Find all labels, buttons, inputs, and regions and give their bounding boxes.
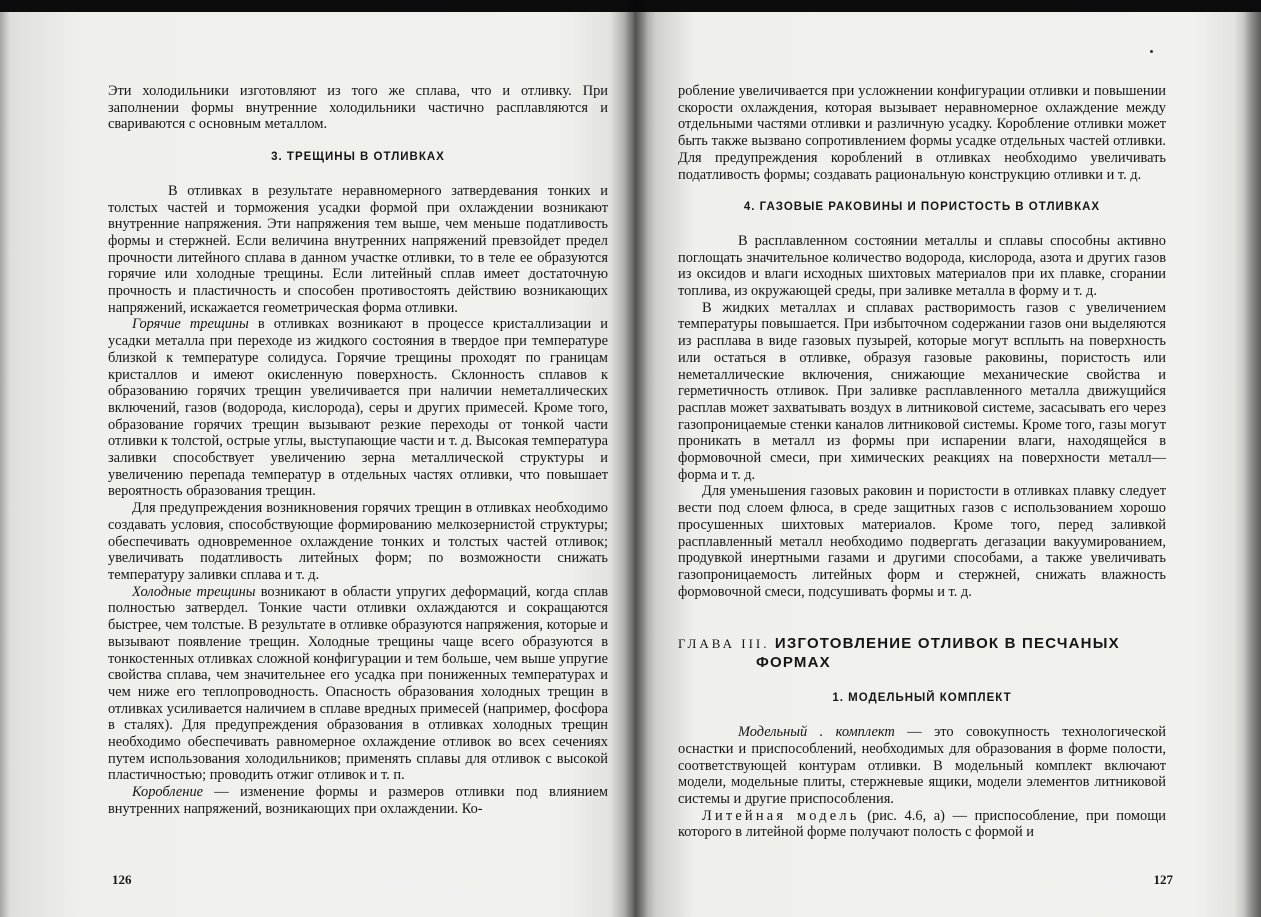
term-hot-cracks: Горячие трещины — [132, 316, 249, 333]
chapter-label: ГЛАВА III. — [678, 636, 770, 652]
paragraph-gas-prevention: Для уменьшения газовых раковин и пористости в отливках плавку следует вести под слоем флюса, в среде защитных газов с использованием хорошо просушенных шихтовых материалов. Кроме того, перед заливкой расплавленный металл необходимо подвергать дегазации вакуумированием, продувкой инертными газами и другими способами, а также увеличивать газопроницаемость литейных форм и стержней, снижать влажность формовочной смеси, подсушивать формы и т. д. — [678, 483, 1166, 600]
right-page-edge-shadow — [1243, 12, 1261, 917]
paragraph-hot-cracks-prevention: Для предупреждения возникновения горячих трещин в отливках необходимо создавать условия, способствующие формированию мелкозернистой структуры; обеспечивать одновременное охлаждение тонких и толстых частей отливок; увеличивать податливость литейных форм; по возможности снижать температуру заливки сплава и т. д. — [108, 500, 608, 583]
page-number-right: 127 — [1153, 872, 1173, 887]
paragraph-model-set-text: — это совокупность технологической оснастки и приспособлений, необходимых для образования в форме полости, соответствующей контурам отливки. В модельный комплект включают модели, модельные плиты, стержневые ящики, модели элементов литниковой системы и другие приспособления. — [678, 724, 1166, 807]
paragraph-casting-model-text: (рис. 4.6, а) — приспособление, при помощи которого в литейной форме получают полость с формой и — [678, 807, 1167, 841]
paragraph-warping-continued: робление увеличивается при усложнении конфигурации отливки и повышении скорости охлаждения, которая вызывает неравномерное охлаждение между отдельными частями отливки и различную усадку. Коробление отливки может быть также вызвано сопротивлением формы усадке отдельных частей отливки. Для предупреждения короблений в отливках необходимо увеличивать податливость формы; создавать рациональную конструкцию отливки и т. д. — [678, 83, 1166, 183]
paragraph-gas-absorption: В расплавленном состоянии металлы и сплавы способны активно поглощать значительное количество водорода, кислорода, азота и других газов из оксидов и влаги исходных шихтовых материалов при их плавке, сгорании топлива, из окружающей среды, при заливке металла в форму и т. д. — [678, 232, 1166, 300]
left-text-column — [108, 83, 608, 818]
term-casting-model: Литейная модель — [702, 807, 860, 824]
right-page — [634, 12, 1261, 917]
scan-speck — [1150, 50, 1153, 53]
paragraph-warping-text: — изменение формы и размеров отливки под влиянием внутренних напряжений, возникающих при охлаждении. Ко- — [108, 784, 608, 817]
paragraph-gas-solubility: В жидких металлах и сплавах растворимость газов с увеличением температуры повышается. При избыточном содержании газов они выделяются из расплава в виде газовых пузырей, которые могут всплыть на поверхность или остаться в отливке, образуя газовые раковины, пористость или неметаллические включения, снижающие механические свойства и герметичность отливок. При заливке расплавленного металла движущийся расплав может захватывать воздух в литниковой системе, засасывать его через газопроницаемые стенки каналов литниковой системы. Кроме того, газы могут проникать в металл из формы при испарении влаги, находящейся в формовочной смеси, при химических реакциях на поверхности металл—форма и т. д. — [678, 299, 1166, 483]
term-model-set: Модельный . комплект — [738, 724, 895, 741]
left-page — [0, 12, 634, 917]
chapter-title-line-2: ФОРМАХ — [756, 654, 831, 672]
section-heading-gas-porosity: 4. ГАЗОВЫЕ РАКОВИНЫ И ПОРИСТОСТЬ В ОТЛИВКАХ — [743, 201, 1101, 214]
term-warping: Коробление — [132, 784, 204, 801]
right-text-column — [678, 83, 1166, 841]
paragraph-model-set — [678, 724, 1166, 808]
paragraph-warping — [108, 784, 608, 817]
paragraph-cold-cracks — [108, 584, 608, 784]
left-page-edge-shadow — [0, 12, 10, 917]
paragraph-cold-cracks-text: возникают в области упругих деформаций, когда сплав полностью затвердел. Тонкие части отливки охлаждаются и сокращаются быстрее, чем толстые. В результате в отливке образуются напряжения, которые и вызывают появление трещин. Холодные трещины чаще всего образуются в тонкостенных отливках сложной конфигурации и тем больше, чем выше упругие свойства сплава, чем значительнее его усадка при пониженных температурах и чем ниже его теплопроводность. Опасность образования холодных трещин в отливках усиливается наличием в сплаве вредных примесей (например, фосфора в сталях). Для предупреждения образования в отливках холодных трещин необходимо обеспечивать равномерное охлаждение отливок во всех сечениях путем использования холодильников; применять сплавы для отливок с высокой пластичностью; проводить отжиг отливок и т. п. — [108, 583, 608, 784]
paragraph-hot-cracks-text: в отливках возникают в процессе кристаллизации и усадки металла при переходе из жидкого состояния в твердое при температуре близкой к температуре солидуса. Горячие трещины проходят по границам кристаллов и имеют окисленную поверхность. Склонность сплавов к образованию горячих трещин увеличивается при наличии неметаллических включений, газов (водорода, кислорода), серы и других примесей. Кроме того, образование горячих трещин вызывают резкие переходы от тонкой части отливки к толстой, острые углы, выступающие части и т. д. Высокая температура заливки способствует увеличению зерна металлической структуры и увеличению перепада температур в отдельных частях отливки, что повышает вероятность образования трещин. — [108, 316, 608, 500]
book-gutter-shadow — [624, 0, 648, 917]
chapter-heading — [678, 634, 1166, 672]
paragraph-internal-stresses: В отливках в результате неравномерного затвердевания тонких и толстых частей и торможения усадки формой при охлаждении возникают внутренние напряжения. Эти напряжения тем выше, чем меньше податливость формы и стержней. Если величина внутренних напряжений превзойдет предел прочности литейного сплава в данном участке отливки, то в теле ее образуются горячие или холодные трещины. Если литейный сплав имеет достаточную прочность и пластичность и способен противостоять действию возникающих напряжений, искажается геометрическая форма отливки. — [108, 182, 608, 316]
chapter-title-line-1: ИЗГОТОВЛЕНИЕ ОТЛИВОК В ПЕСЧАНЫХ — [774, 635, 1120, 653]
section-heading-model-set: 1. МОДЕЛЬНЫЙ КОМПЛЕКТ — [832, 692, 1012, 705]
section-heading-cracks: 3. ТРЕЩИНЫ В ОТЛИВКАХ — [271, 151, 445, 164]
paragraph-hot-cracks — [108, 316, 608, 500]
term-cold-cracks: Холодные трещины — [132, 583, 256, 600]
page-number-left: 126 — [112, 872, 132, 887]
paragraph-casting-model — [678, 808, 1166, 841]
paragraph-refrigerators: Эти холодильники изготовляют из того же сплава, что и отливку. При заполнении формы внутренние холодильники частично расплавляются и свариваются с основным металлом. — [108, 83, 608, 133]
